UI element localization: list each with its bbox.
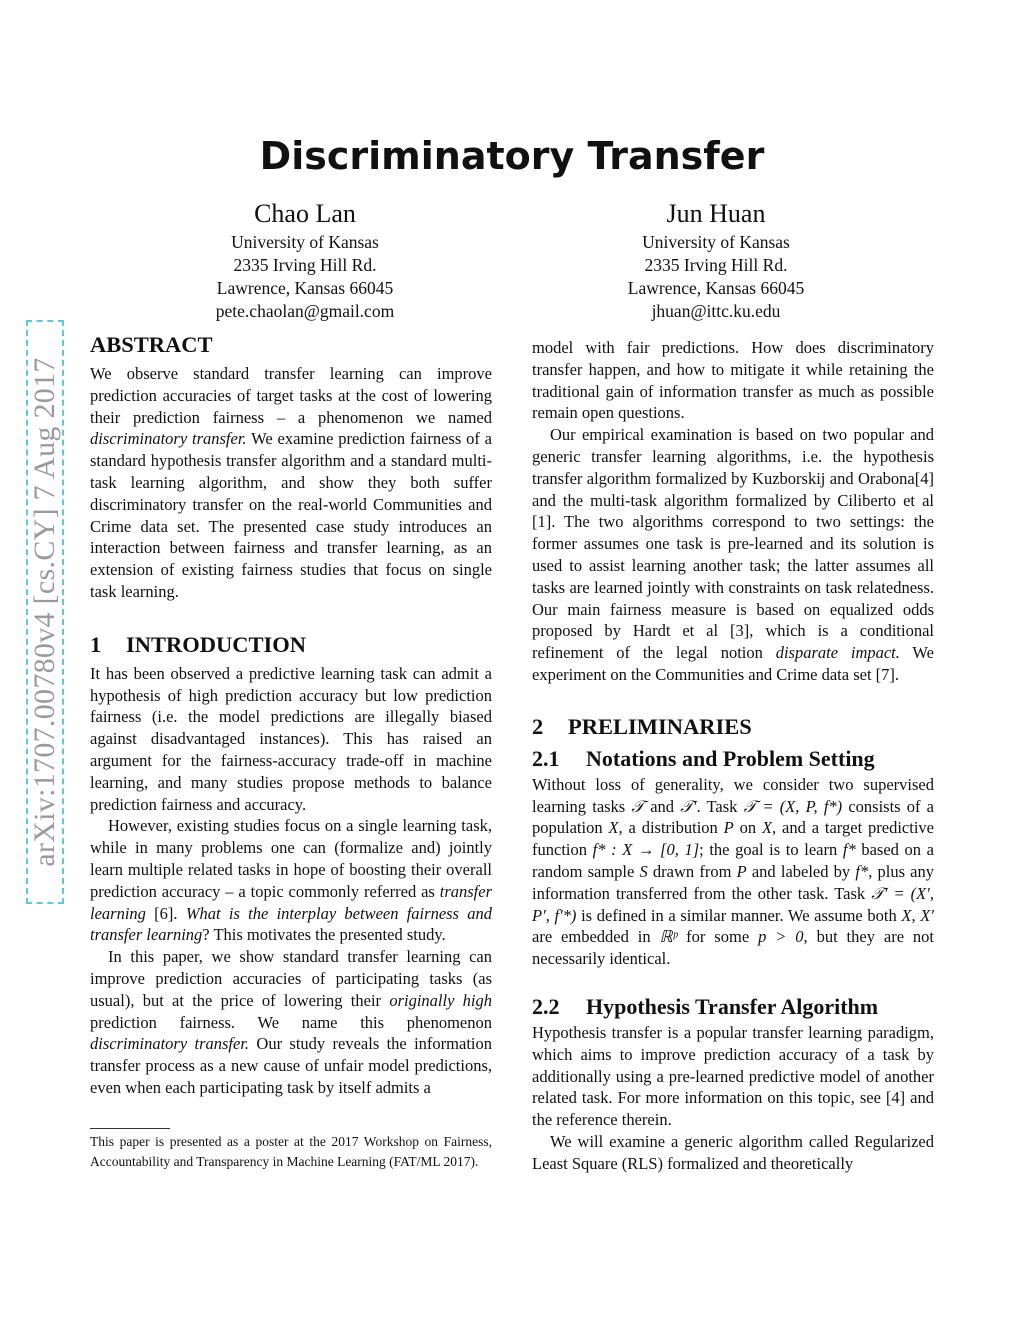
paper-title: Discriminatory Transfer bbox=[259, 134, 765, 178]
math: ℝᵖ bbox=[659, 927, 678, 947]
section-number: 2 bbox=[532, 713, 544, 739]
subsection-number: 2.2 bbox=[532, 993, 560, 1019]
footnote-rule bbox=[90, 1128, 170, 1129]
subsection-number: 2.1 bbox=[532, 745, 560, 771]
abstract-heading: ABSTRACT bbox=[90, 332, 213, 357]
intro-paragraph-4: model with fair predictions. How does discriminatory transfer happen, and how to mitigate it while retaining the traditional gain of information transfer as much as possible remain open questions. bbox=[532, 338, 934, 423]
author-email[interactable]: jhuan@ittc.ku.edu bbox=[651, 301, 781, 321]
emphasis: discriminatory transfer. bbox=[90, 1034, 250, 1054]
author-affiliation: University of Kansas bbox=[231, 232, 379, 252]
math: X, X′ bbox=[901, 905, 934, 925]
hypothesis-paragraph-1: Hypothesis transfer is a popular transfer learning paradigm, which aims to improve prediction accuracy of a task by additionally using a pre-learned predictive model of another related task. For more information on this topic, see [4] and the reference therein. bbox=[532, 1022, 934, 1130]
emphasis: originally high bbox=[389, 990, 492, 1010]
emphasis: What is the interplay between fairness and transfer learning bbox=[90, 903, 492, 945]
math: S bbox=[639, 861, 648, 881]
right-column bbox=[532, 337, 934, 1175]
intro-paragraph-2: However, existing studies focus on a single learning task, while in many problems one can (formalize and) jointly learn multiple related tasks in hope of boosting their overall prediction accuracy – a topic commonly referred as transfer learning [6]. What is the interplay between fairness and transfer learning? This motivates the presented study. bbox=[90, 816, 492, 945]
left-column bbox=[90, 330, 492, 1099]
author-block-1 bbox=[145, 197, 465, 323]
intro-paragraph-3: In this paper, we show standard transfer learning can improve prediction accuracies of participating tasks (as usual), but at the price of lowering their originally high prediction fairness. We name this phenomenon discriminatory transfer. Our study reveals the information transfer process as a new cause of unfair model predictions, even when each participating task by itself admits a bbox=[90, 947, 492, 1097]
author-name: Jun Huan bbox=[666, 199, 766, 228]
math: 𝒯′ bbox=[680, 796, 697, 816]
section-number: 1 bbox=[90, 631, 102, 657]
intro-paragraph-5: Our empirical examination is based on two popular and generic transfer learning algorithms, i.e. the hypothesis transfer algorithm formalized by Kuzborskij and Orabona[4] and the multi-task algorithm formalized by Ciliberto et al [1]. The two algorithms correspond to two settings: the former assumes one task is pre-learned and its solution is used to assist learning another task; the latter assumes all tasks are learned jointly with constraints on task relatedness. Our main fairness measure is based on equalized odds proposed by Hardt et al [3], which is a conditional refinement of the legal notion disparate impact. We experiment on the Communities and Crime data set [7]. bbox=[532, 425, 934, 684]
author-block-2 bbox=[556, 197, 876, 323]
preliminaries-heading: 2 PRELIMINARIES bbox=[532, 712, 934, 742]
arxiv-identifier[interactable]: arXiv:1707.00780v4 [cs.CY] 7 Aug 2017 bbox=[28, 357, 61, 867]
math: P bbox=[736, 861, 747, 881]
author-email[interactable]: pete.chaolan@gmail.com bbox=[215, 301, 395, 321]
math: p > 0 bbox=[758, 927, 804, 947]
author-street: 2335 Irving Hill Rd. bbox=[233, 255, 377, 275]
intro-heading: 1 INTRODUCTION bbox=[90, 630, 492, 660]
math: 𝒯′ = (X′, P′, f′*) bbox=[532, 883, 934, 925]
math: P bbox=[723, 818, 734, 838]
math: X bbox=[761, 818, 773, 838]
author-city: Lawrence, Kansas 66045 bbox=[627, 278, 805, 298]
author-street: 2335 Irving Hill Rd. bbox=[644, 255, 788, 275]
emphasis: transfer learning bbox=[90, 881, 492, 923]
math: X bbox=[608, 818, 619, 838]
author-city: Lawrence, Kansas 66045 bbox=[216, 278, 394, 298]
hypothesis-paragraph-2: We will examine a generic algorithm called Regularized Least Square (RLS) formalized and theoretically bbox=[532, 1131, 934, 1173]
math: f* bbox=[855, 861, 869, 881]
notations-paragraph: Without loss of generality, we consider two supervised learning tasks 𝒯 and 𝒯′. Task 𝒯 = (X, P, f*) consists of a population X, a distribution P on X, and a target predictive function f* : X → [0, 1]; the goal is to learn f* based on a random sample S drawn from P and labeled by f*, plus any information transferred from the other task. Task 𝒯′ = (X′, P′, f′*) is defined in a similar manner. We assume both X, X′ are embedded in ℝᵖ for some p > 0, but they are not necessarily identical. bbox=[532, 774, 935, 969]
subsection-2-1-heading: 2.1 Notations and Problem Setting bbox=[532, 744, 934, 774]
math: 𝒯 = (X, P, f*) bbox=[743, 796, 843, 816]
footnote: This paper is presented as a poster at the 2017 Workshop on Fairness, Accountability and Transparency in Machine Learning (FAT/ML 2017). bbox=[90, 1134, 492, 1169]
intro-paragraph-1: It has been observed a predictive learning task can admit a hypothesis of high prediction accuracy but low prediction fairness (i.e. the model predictions are illegally biased against disadvantaged instances). This has raised an argument for the fairness-accuracy trade-off in machine learning, and many studies propose methods to balance prediction fairness and accuracy. bbox=[90, 663, 492, 814]
author-affiliation: University of Kansas bbox=[642, 232, 790, 252]
math: f* bbox=[842, 840, 856, 860]
emphasis: discriminatory transfer. bbox=[90, 429, 247, 449]
author-name: Chao Lan bbox=[254, 199, 356, 228]
math: 𝒯 bbox=[631, 796, 645, 816]
subsection-2-2-heading: 2.2 Hypothesis Transfer Algorithm bbox=[532, 992, 934, 1022]
abstract-text: We observe standard transfer learning can improve prediction accuracies of target tasks at the cost of lowering their prediction fairness – a phenomenon we named discriminatory transfer. We examine prediction fairness of a standard hypothesis transfer algorithm and a standard multi-task learning algorithm, and show they both suffer discriminatory transfer on the real-world Communities and Crime data set. The presented case study introduces an interaction between fairness and transfer learning, as an extension of existing fairness studies that focus on single task learning. bbox=[90, 364, 492, 601]
emphasis: disparate impact. bbox=[775, 643, 900, 663]
math: f* : X → [0, 1] bbox=[592, 840, 700, 860]
